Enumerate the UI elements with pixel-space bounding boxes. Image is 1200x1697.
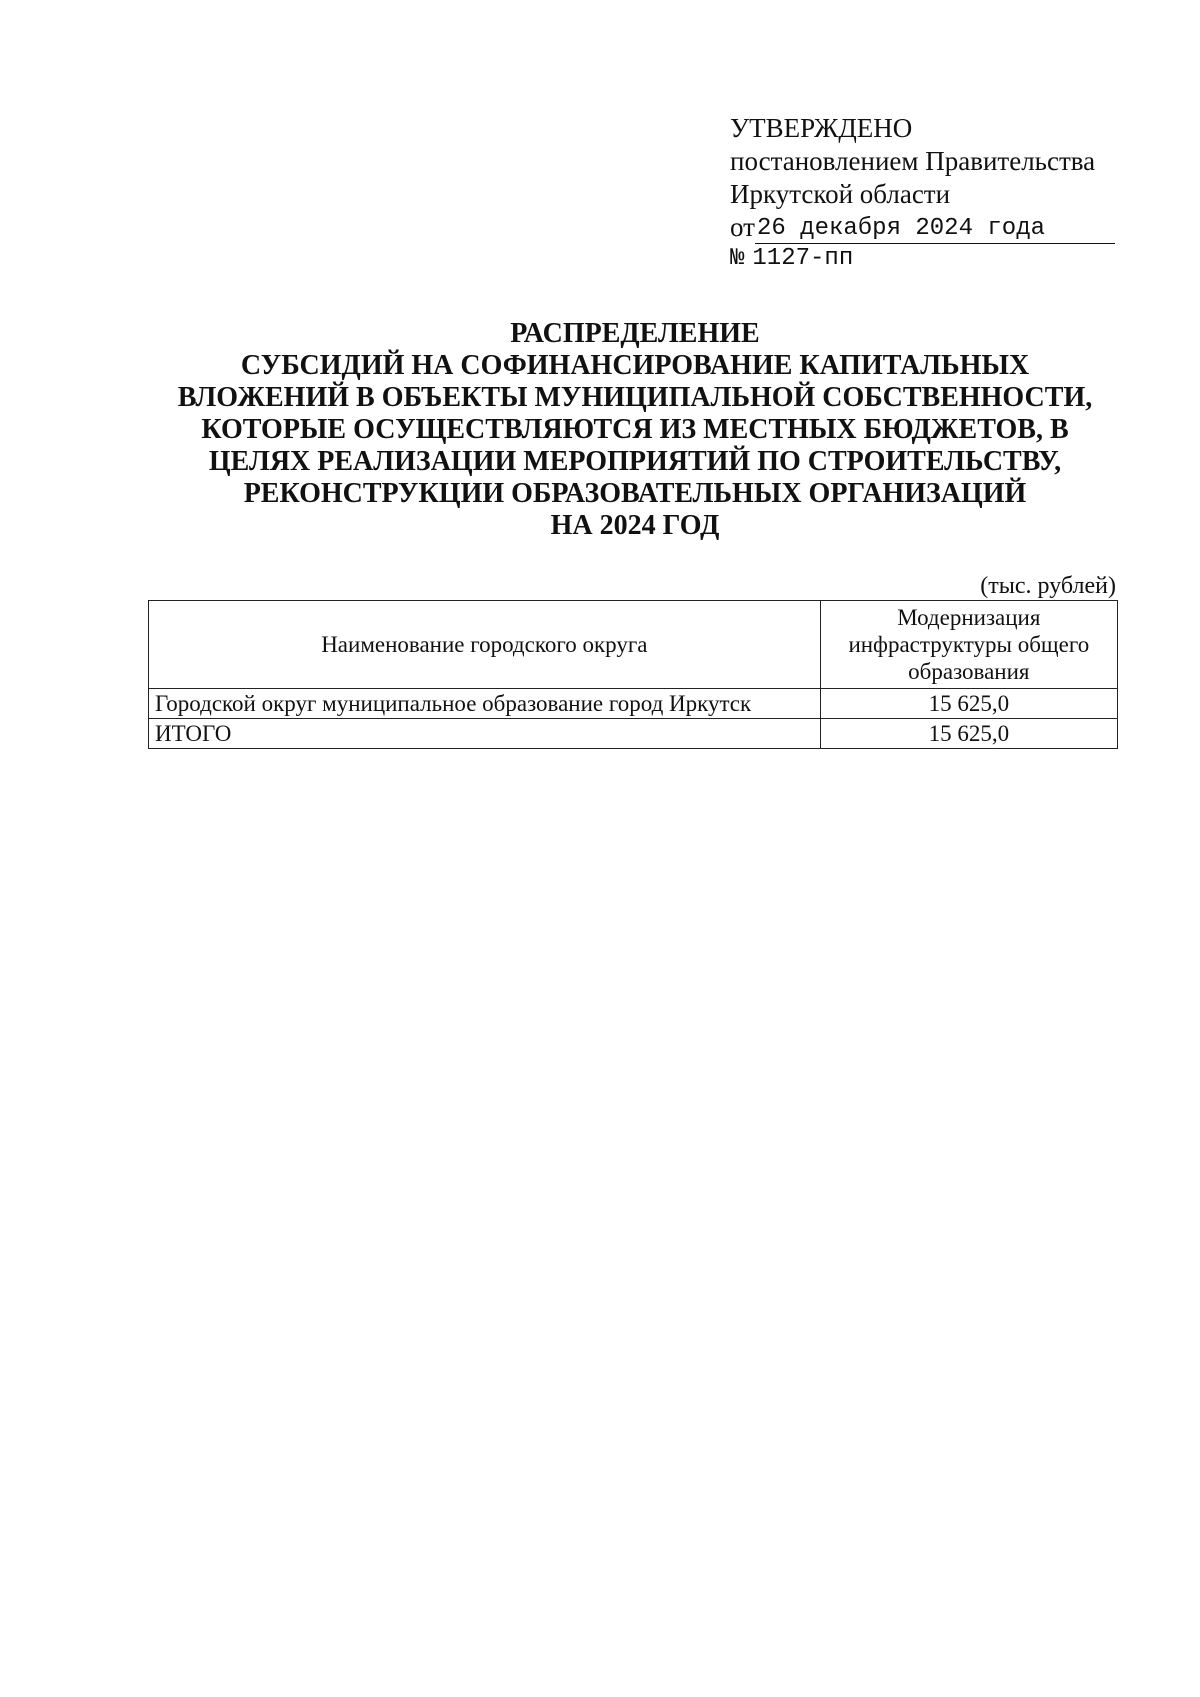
approval-date: 26 декабря 2024 года — [755, 215, 1115, 244]
approval-heading: УТВЕРЖДЕНО — [730, 113, 913, 143]
title-line: ЦЕЛЯХ РЕАЛИЗАЦИИ МЕРОПРИЯТИЙ ПО СТРОИТЕЛЬСТВУ, — [208, 446, 1062, 477]
table-header-row — [149, 601, 1118, 689]
distribution-table — [148, 600, 1118, 749]
total-name-cell: ИТОГО — [149, 719, 821, 749]
header-value-line: Модернизация — [897, 605, 1041, 630]
title-line: РЕКОНСТРУКЦИИ ОБРАЗОВАТЕЛЬНЫХ ОРГАНИЗАЦИЙ — [243, 478, 1027, 509]
header-name-cell: Наименование городского округа — [149, 601, 821, 689]
title-line: КОТОРЫЕ ОСУЩЕСТВЛЯЮТСЯ ИЗ МЕСТНЫХ БЮДЖЕТОВ, В — [201, 414, 1069, 445]
document-title — [150, 318, 1120, 542]
table-row — [149, 689, 1118, 719]
title-line: НА 2024 ГОД — [550, 510, 720, 541]
approval-date-prefix: от — [730, 212, 755, 242]
approval-number-prefix: № — [730, 245, 745, 272]
total-value-cell: 15 625,0 — [820, 719, 1117, 749]
approval-number: 1127-пп — [752, 245, 854, 272]
approval-number-row — [730, 244, 1120, 274]
row-name-cell: Городской округ муниципальное образование город Иркутск — [149, 689, 821, 719]
title-line: РАСПРЕДЕЛЕНИЕ — [510, 318, 760, 349]
row-value-cell: 15 625,0 — [820, 689, 1117, 719]
units-label: (тыс. рублей) — [980, 573, 1116, 599]
title-line: ВЛОЖЕНИЙ В ОБЪЕКТЫ МУНИЦИПАЛЬНОЙ СОБСТВЕННОСТИ, — [177, 382, 1093, 413]
title-line: СУБСИДИЙ НА СОФИНАНСИРОВАНИЕ КАПИТАЛЬНЫХ — [240, 350, 1030, 381]
header-value-cell — [820, 601, 1117, 689]
table-row-total — [149, 719, 1118, 749]
approval-region: Иркутской области — [730, 179, 951, 209]
header-value-line: образования — [908, 659, 1030, 684]
approval-date-row — [730, 211, 1120, 244]
approval-stamp — [730, 112, 1120, 274]
header-value-line: инфраструктуры общего — [848, 632, 1090, 657]
approval-authority: постановлением Правительства — [730, 146, 1096, 176]
